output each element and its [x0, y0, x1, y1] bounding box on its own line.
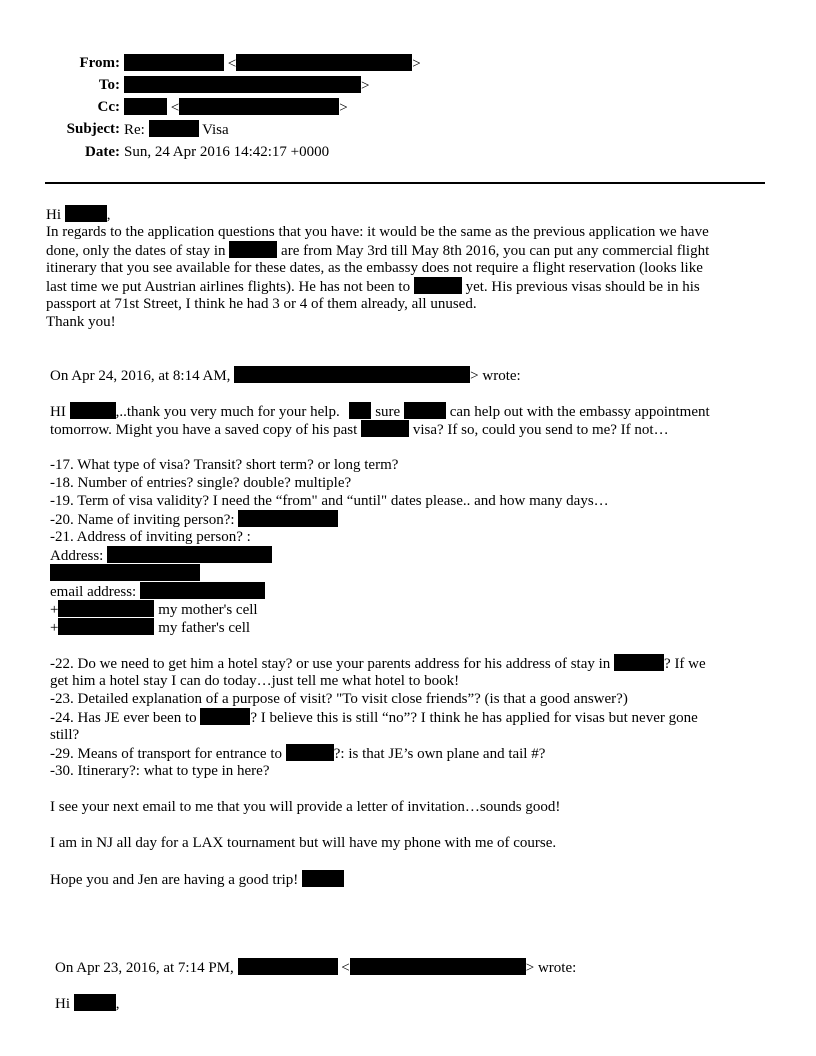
redaction: [349, 402, 371, 419]
reply-line: itinerary that you see available for these dates, as the embassy does not require a flight reservation (looks like: [46, 260, 703, 276]
redaction: [238, 958, 338, 975]
date-label: Date:: [85, 144, 120, 160]
father-cell-line: + my father's cell: [50, 620, 251, 636]
to-value: >: [124, 76, 369, 95]
quote-line: tomorrow. Might you have a saved copy of his past visa? If so, could you send to me? If not…: [50, 422, 669, 438]
question-19: -19. Term of visa validity? I need the “from" and “until" dates please.. and how many days…: [50, 493, 609, 509]
reply-greeting: Hi ,: [46, 207, 111, 223]
redaction: [229, 241, 277, 258]
reply-signoff: Thank you!: [46, 314, 116, 330]
question-17: -17. What type of visa? Transit? short term? or long term?: [50, 457, 399, 473]
redaction: [124, 76, 361, 93]
redaction: [124, 98, 167, 115]
redaction: [149, 120, 199, 137]
address-line-2: [50, 564, 200, 583]
reply-line: done, only the dates of stay in are from May 3rd till May 8th 2016, you can put any commercial flight: [46, 243, 710, 259]
redaction: [614, 654, 664, 671]
redaction: [234, 366, 470, 383]
from-label: From:: [79, 55, 120, 71]
question-21: -21. Address of inviting person? :: [50, 529, 251, 545]
redaction: [404, 402, 446, 419]
address-line: Address:: [50, 546, 272, 565]
question-20: -20. Name of inviting person?:: [50, 510, 338, 529]
question-24: -24. Has JE ever been to ? I believe this is still “no”? I think he has applied for visas but never gone: [50, 710, 698, 726]
quote-paragraph: I am in NJ all day for a LAX tournament but will have my phone with me of course.: [50, 835, 557, 851]
question-24-cont: still?: [50, 727, 80, 743]
redaction: [361, 420, 409, 437]
date-value: Sun, 24 Apr 2016 14:42:17 +0000: [124, 144, 330, 160]
redaction: [350, 958, 526, 975]
subject-value: Re: Visa: [124, 122, 229, 138]
redaction: [107, 546, 272, 563]
redaction: [414, 277, 462, 294]
redaction: [140, 582, 265, 599]
quote-intro: On Apr 23, 2016, at 7:14 PM, < > wrote:: [55, 960, 577, 976]
redaction: [50, 564, 200, 581]
redaction: [74, 994, 116, 1011]
quote-greeting: Hi ,: [55, 996, 120, 1012]
question-22-cont: get him a hotel stay I can do today…just tell me what hotel to book!: [50, 673, 460, 689]
redaction: [65, 205, 107, 222]
redaction: [70, 402, 116, 419]
redaction: [58, 600, 154, 617]
reply-line: In regards to the application questions that you have: it would be the same as the previous application we have: [46, 224, 709, 240]
redaction: [238, 510, 338, 527]
email-address-line: email address:: [50, 582, 265, 601]
subject-label: Subject:: [66, 121, 120, 137]
redaction: [200, 708, 250, 725]
from-value: < >: [124, 54, 421, 73]
redaction: [236, 54, 412, 71]
question-23: -23. Detailed explanation of a purpose of visit? "To visit close friends”? (is that a good answer?): [50, 691, 628, 707]
quote-paragraph: I see your next email to me that you will provide a letter of invitation…sounds good!: [50, 799, 561, 815]
cc-label: Cc:: [97, 99, 120, 115]
question-18: -18. Number of entries? single? double? multiple?: [50, 475, 352, 491]
question-29: -29. Means of transport for entrance to ?: is that JE’s own plane and tail #?: [50, 746, 546, 762]
redaction: [302, 870, 344, 887]
quote-intro: On Apr 24, 2016, at 8:14 AM, > wrote:: [50, 368, 521, 384]
redaction: [58, 618, 154, 635]
mother-cell-line: + my mother's cell: [50, 602, 258, 618]
quote-line: HI ,..thank you very much for your help. sure can help out with the embassy appointment: [50, 404, 710, 420]
redaction: [124, 54, 224, 71]
redaction: [286, 744, 334, 761]
reply-line: last time we put Austrian airlines flights). He has not been to yet. His previous visas should be in his: [46, 279, 700, 295]
cc-value: < >: [124, 98, 348, 117]
reply-line: passport at 71st Street, I think he had 3 or 4 of them already, all unused.: [46, 296, 477, 312]
quote-paragraph: Hope you and Jen are having a good trip!: [50, 870, 344, 889]
header-divider: [45, 182, 765, 184]
question-30: -30. Itinerary?: what to type in here?: [50, 763, 270, 779]
to-label: To:: [98, 77, 120, 93]
redaction: [179, 98, 339, 115]
question-22: -22. Do we need to get him a hotel stay? or use your parents address for his address of stay in ? If we: [50, 656, 706, 672]
